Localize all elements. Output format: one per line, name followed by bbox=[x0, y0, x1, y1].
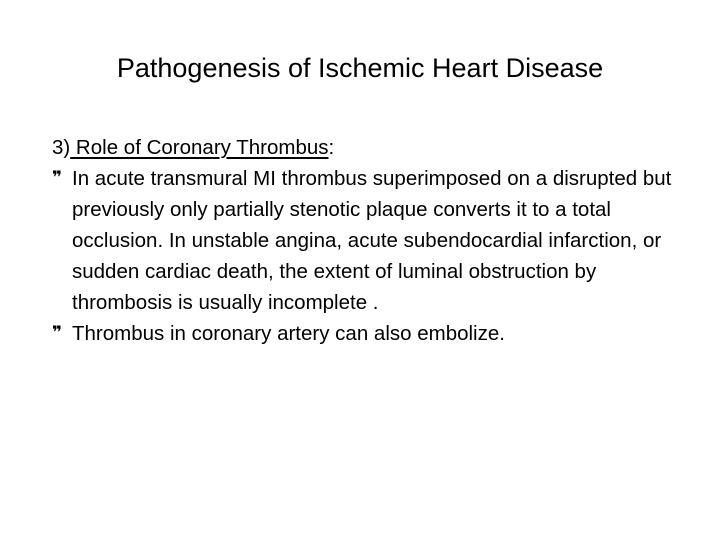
slide-content bbox=[52, 132, 692, 349]
section-heading bbox=[52, 132, 692, 163]
bullet-item-2 bbox=[52, 318, 692, 349]
bullet-text: In acute transmural MI thrombus superimposed on a disrupted but previously only partially stenotic plaque converts it to a total occlusion. In unstable angina, acute subendocardial infarction, or sudden cardiac death, the extent of luminal obstruction by thrombosis is usually incomplete . bbox=[72, 167, 672, 314]
section-heading-colon: : bbox=[328, 136, 335, 159]
section-number: 3) bbox=[52, 136, 71, 159]
bullet-icon: ❞ bbox=[52, 168, 62, 188]
bullet-item-1 bbox=[52, 163, 692, 318]
section-heading-text: Role of Coronary Thrombus bbox=[70, 136, 329, 159]
bullet-icon: ❞ bbox=[52, 323, 62, 343]
bullet-text: Thrombus in coronary artery can also embolize. bbox=[72, 322, 505, 345]
slide-title: Pathogenesis of Ischemic Heart Disease bbox=[116, 53, 604, 83]
